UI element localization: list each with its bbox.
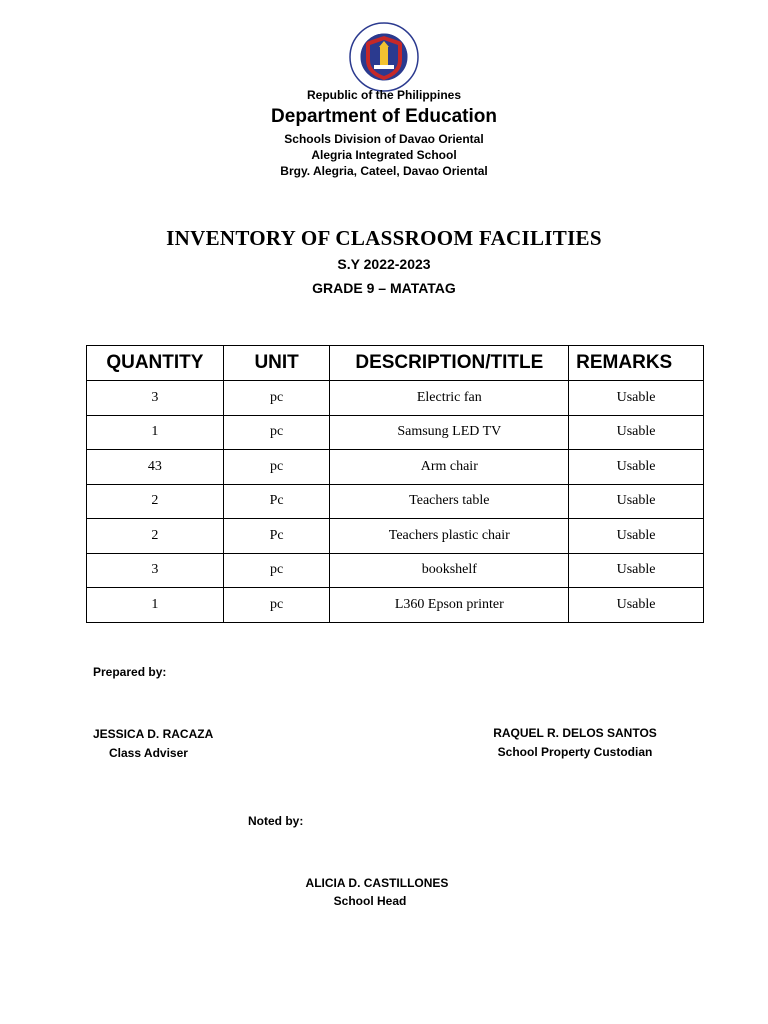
- school-head-role: School Head: [333, 894, 407, 908]
- cell-remarks: Usable: [569, 415, 704, 450]
- cell-unit: Pc: [223, 484, 330, 519]
- school-head-name: ALICIA D. CASTILLONES: [305, 876, 449, 890]
- cell-description: L360 Epson printer: [330, 588, 569, 623]
- table-row: [87, 381, 704, 416]
- cell-unit: pc: [223, 381, 330, 416]
- school-year: S.Y 2022-2023: [337, 256, 431, 272]
- cell-unit: Pc: [223, 519, 330, 554]
- prepared-by-label: Prepared by:: [93, 665, 167, 679]
- column-header-quantity: QUANTITY: [87, 346, 224, 381]
- cell-remarks: Usable: [569, 381, 704, 416]
- country-name: Republic of the Philippines: [306, 88, 461, 102]
- adviser-name: JESSICA D. RACAZA: [93, 727, 214, 741]
- inventory-table: [86, 345, 704, 623]
- cell-remarks: Usable: [569, 588, 704, 623]
- cell-description: Electric fan: [330, 381, 569, 416]
- cell-quantity: 2: [87, 484, 224, 519]
- cell-unit: pc: [223, 415, 330, 450]
- table-header-row: [87, 346, 704, 381]
- table-row: [87, 450, 704, 485]
- cell-quantity: 2: [87, 519, 224, 554]
- cell-remarks: Usable: [569, 484, 704, 519]
- cell-quantity: 43: [87, 450, 224, 485]
- column-header-unit: UNIT: [223, 346, 330, 381]
- cell-description: Samsung LED TV: [330, 415, 569, 450]
- school-address: Brgy. Alegria, Cateel, Davao Oriental: [280, 164, 488, 178]
- noted-by-label: Noted by:: [248, 814, 304, 828]
- column-header-description: DESCRIPTION/TITLE: [330, 346, 569, 381]
- table-row: [87, 415, 704, 450]
- school-name: Alegria Integrated School: [311, 148, 457, 162]
- table-row: [87, 519, 704, 554]
- cell-unit: pc: [223, 450, 330, 485]
- cell-quantity: 3: [87, 381, 224, 416]
- cell-description: Teachers plastic chair: [330, 519, 569, 554]
- column-header-remarks: REMARKS: [569, 346, 704, 381]
- division-name: Schools Division of Davao Oriental: [284, 132, 484, 146]
- table-row: [87, 553, 704, 588]
- cell-unit: pc: [223, 588, 330, 623]
- cell-remarks: Usable: [569, 553, 704, 588]
- table-row: [87, 588, 704, 623]
- document-title: INVENTORY OF CLASSROOM FACILITIES: [166, 226, 602, 250]
- custodian-name: RAQUEL R. DELOS SANTOS: [493, 726, 657, 740]
- cell-description: Arm chair: [330, 450, 569, 485]
- cell-quantity: 3: [87, 553, 224, 588]
- table-row: [87, 484, 704, 519]
- deped-seal-logo: [349, 22, 419, 92]
- cell-remarks: Usable: [569, 450, 704, 485]
- grade-section: GRADE 9 – MATATAG: [312, 280, 456, 296]
- cell-quantity: 1: [87, 588, 224, 623]
- cell-unit: pc: [223, 553, 330, 588]
- custodian-role: School Property Custodian: [497, 745, 653, 759]
- department-name: Department of Education: [271, 106, 497, 127]
- adviser-role: Class Adviser: [109, 746, 188, 760]
- cell-remarks: Usable: [569, 519, 704, 554]
- cell-description: bookshelf: [330, 553, 569, 588]
- cell-description: Teachers table: [330, 484, 569, 519]
- cell-quantity: 1: [87, 415, 224, 450]
